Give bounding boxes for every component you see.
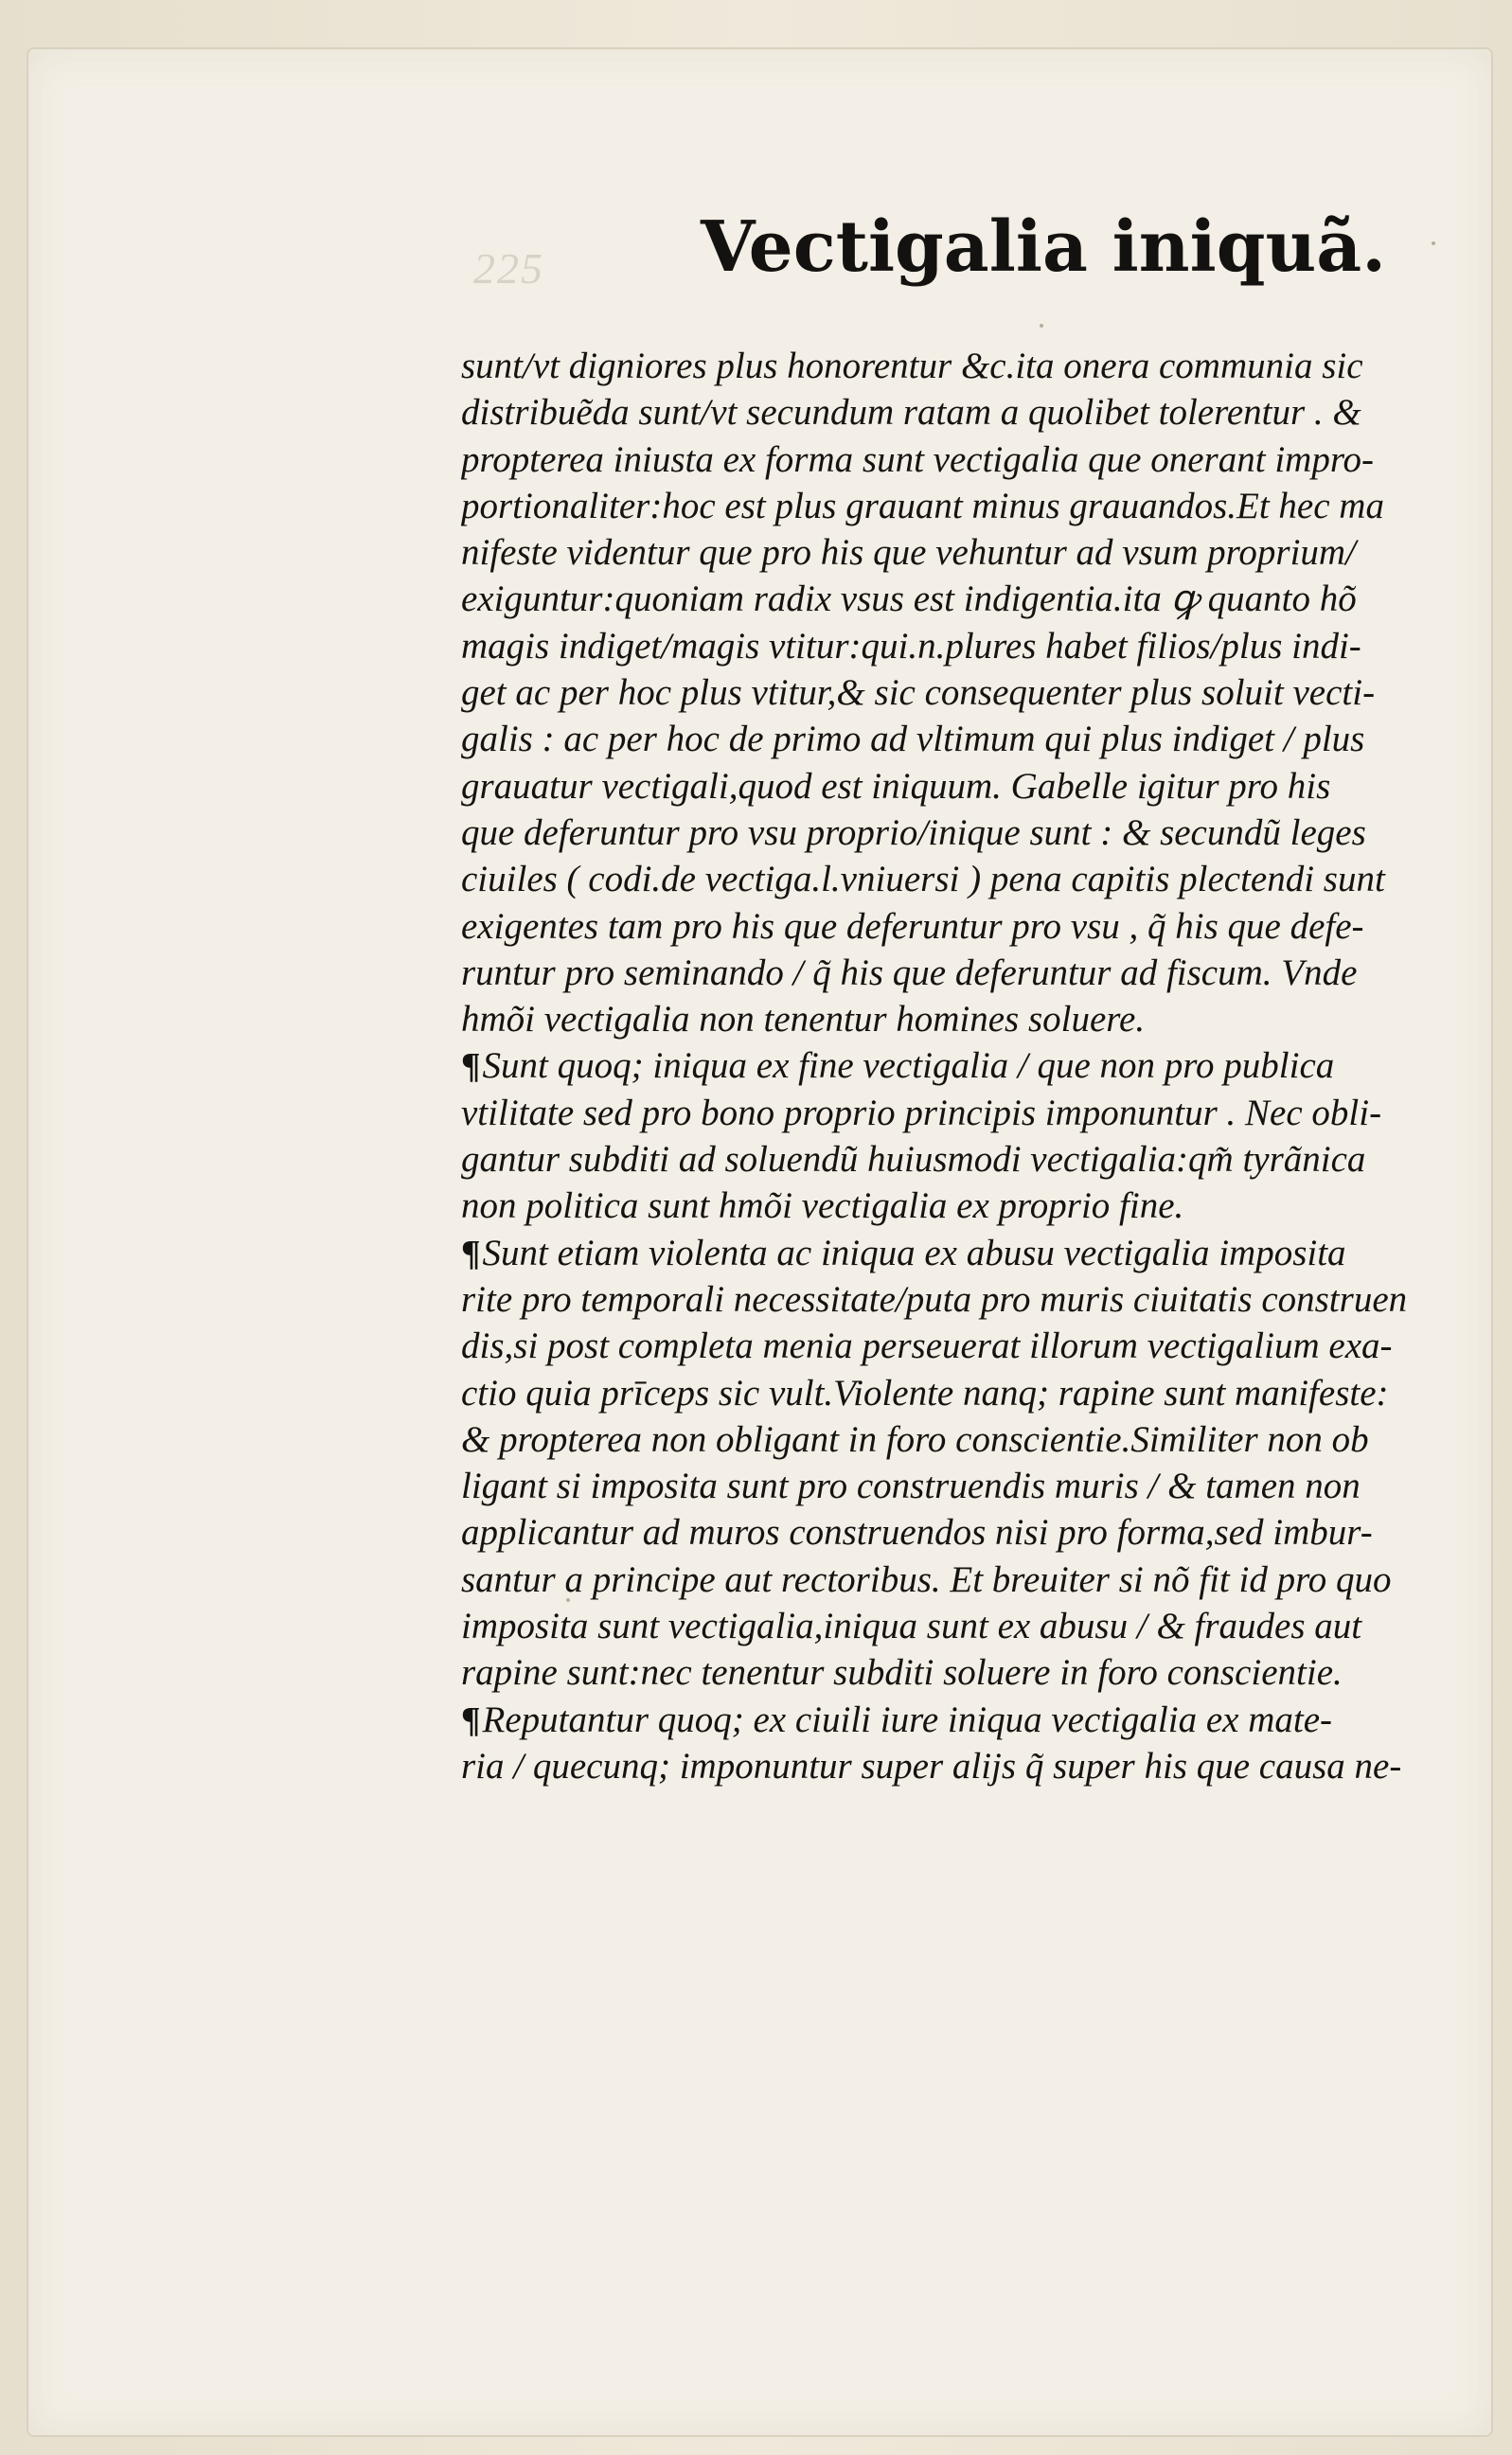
text-line [461, 1603, 1432, 1649]
text-line-content: imposita sunt vectigalia,iniqua sunt ex abusu / & fraudes aut [461, 1606, 1362, 1647]
text-line [461, 1276, 1432, 1323]
ink-speck [566, 1598, 570, 1602]
text-line [461, 343, 1432, 389]
text-line [461, 903, 1432, 950]
text-line-content: applicantur ad muros construendos nisi pro forma,sed imbur- [461, 1512, 1373, 1554]
faded-folio-number: 225 [473, 244, 544, 293]
text-line-content: gantur subditi ad soluendũ huiusmodi vectigalia:qm̃ tyrãnica [461, 1139, 1366, 1181]
text-line-content: vtilitate sed pro bono proprio principis imponuntur . Nec obli- [461, 1092, 1382, 1133]
text-line [461, 996, 1432, 1042]
text-line [461, 856, 1432, 902]
body-text [461, 343, 1432, 1789]
text-line [461, 1557, 1432, 1603]
text-line-content: portionaliter:hoc est plus grauant minus grauandos.Et hec ma [461, 485, 1384, 526]
text-line [461, 1743, 1432, 1789]
text-line-content: Sunt quoq; iniqua ex fine vectigalia / que non pro publica [482, 1045, 1335, 1087]
paragraph-mark-icon: ¶ [461, 1699, 481, 1740]
text-line [461, 389, 1432, 436]
ink-speck [1040, 324, 1043, 328]
paragraph-mark-icon: ¶ [461, 1046, 481, 1087]
text-line-content: rite pro temporali necessitate/puta pro muris ciuitatis construen [461, 1278, 1408, 1320]
text-line-content: propterea iniusta ex forma sunt vectigalia que onerant impro- [461, 438, 1375, 480]
text-line-content: & propterea non obligant in foro conscientie.Similiter non ob [461, 1418, 1369, 1460]
text-line [461, 1183, 1432, 1229]
text-line-content: santur a principe aut rectoribus. Et breuiter si nõ fit id pro quo [461, 1558, 1392, 1600]
text-line-content: runtur pro seminando / q̃ his que deferuntur ad fiscum. Vnde [461, 952, 1358, 993]
text-line [461, 1697, 1432, 1743]
text-line-content: ria / quecunq; imponuntur super alijs q̃ super his que causa ne- [461, 1745, 1402, 1787]
text-line-content: que deferuntur pro vsu proprio/inique sunt : & secundũ leges [461, 811, 1366, 853]
text-line-content: exigentes tam pro his que deferuntur pro vsu , q̃ his que defe- [461, 905, 1364, 947]
paragraph-mark-icon: ¶ [461, 1233, 481, 1273]
text-line [461, 669, 1432, 716]
text-line-content: grauatur vectigali,quod est iniquum. Gabelle igitur pro his [461, 765, 1331, 807]
text-line [461, 950, 1432, 996]
text-line-content: hmõi vectigalia non tenentur homines soluere. [461, 999, 1146, 1041]
text-line-content: non politica sunt hmõi vectigalia ex proprio fine. [461, 1185, 1184, 1227]
text-line [461, 1042, 1432, 1089]
text-line [461, 1416, 1432, 1463]
text-line [461, 436, 1432, 483]
text-line [461, 1509, 1432, 1556]
text-line [461, 1090, 1432, 1136]
text-line [461, 576, 1432, 622]
text-line [461, 1136, 1432, 1183]
text-line [461, 483, 1432, 529]
text-line-content: ctio quia prīceps sic vult.Violente nanq; rapine sunt manifeste: [461, 1372, 1389, 1414]
text-line [461, 1323, 1432, 1369]
page-heading: Vectigalia iniquã. [701, 206, 1386, 288]
text-line-content: rapine sunt:nec tenentur subditi soluere in foro conscientie. [461, 1652, 1343, 1694]
text-line-content: dis,si post completa menia perseuerat illorum vectigalium exa- [461, 1325, 1393, 1367]
text-line-content: galis : ac per hoc de primo ad vltimum qui plus indiget / plus [461, 719, 1365, 760]
text-line [461, 809, 1432, 856]
text-line-content: get ac per hoc plus vtitur,& sic consequenter plus soluit vecti- [461, 672, 1376, 714]
text-line-content: magis indiget/magis vtitur:qui.n.plures habet filios/plus indi- [461, 625, 1361, 667]
text-line [461, 1649, 1432, 1696]
text-line-content: Reputantur quoq; ex ciuili iure iniqua vectigalia ex mate- [482, 1699, 1333, 1740]
text-line-content: ligant si imposita sunt pro construendis muris / & tamen non [461, 1466, 1361, 1507]
text-line [461, 529, 1432, 576]
text-line [461, 623, 1432, 669]
text-line-content: distribuẽda sunt/vt secundum ratam a quolibet tolerentur . & [461, 392, 1361, 434]
text-line-content: ciuiles ( codi.de vectiga.l.vniuersi ) pena capitis plectendi sunt [461, 859, 1385, 900]
text-line [461, 1463, 1432, 1509]
text-line [461, 763, 1432, 809]
text-line [461, 716, 1432, 762]
text-line-content: exiguntur:quoniam radix vsus est indigentia.ita ꝙ quanto hõ [461, 578, 1357, 620]
text-line-content: Sunt etiam violenta ac iniqua ex abusu vectigalia imposita [482, 1232, 1346, 1273]
text-line [461, 1370, 1432, 1416]
text-line-content: sunt/vt digniores plus honorentur &c.ita onera communia sic [461, 346, 1363, 386]
text-line [461, 1230, 1432, 1276]
ink-speck [1432, 241, 1435, 245]
text-line-content: nifeste videntur que pro his que vehuntur ad vsum proprium/ [461, 532, 1356, 574]
